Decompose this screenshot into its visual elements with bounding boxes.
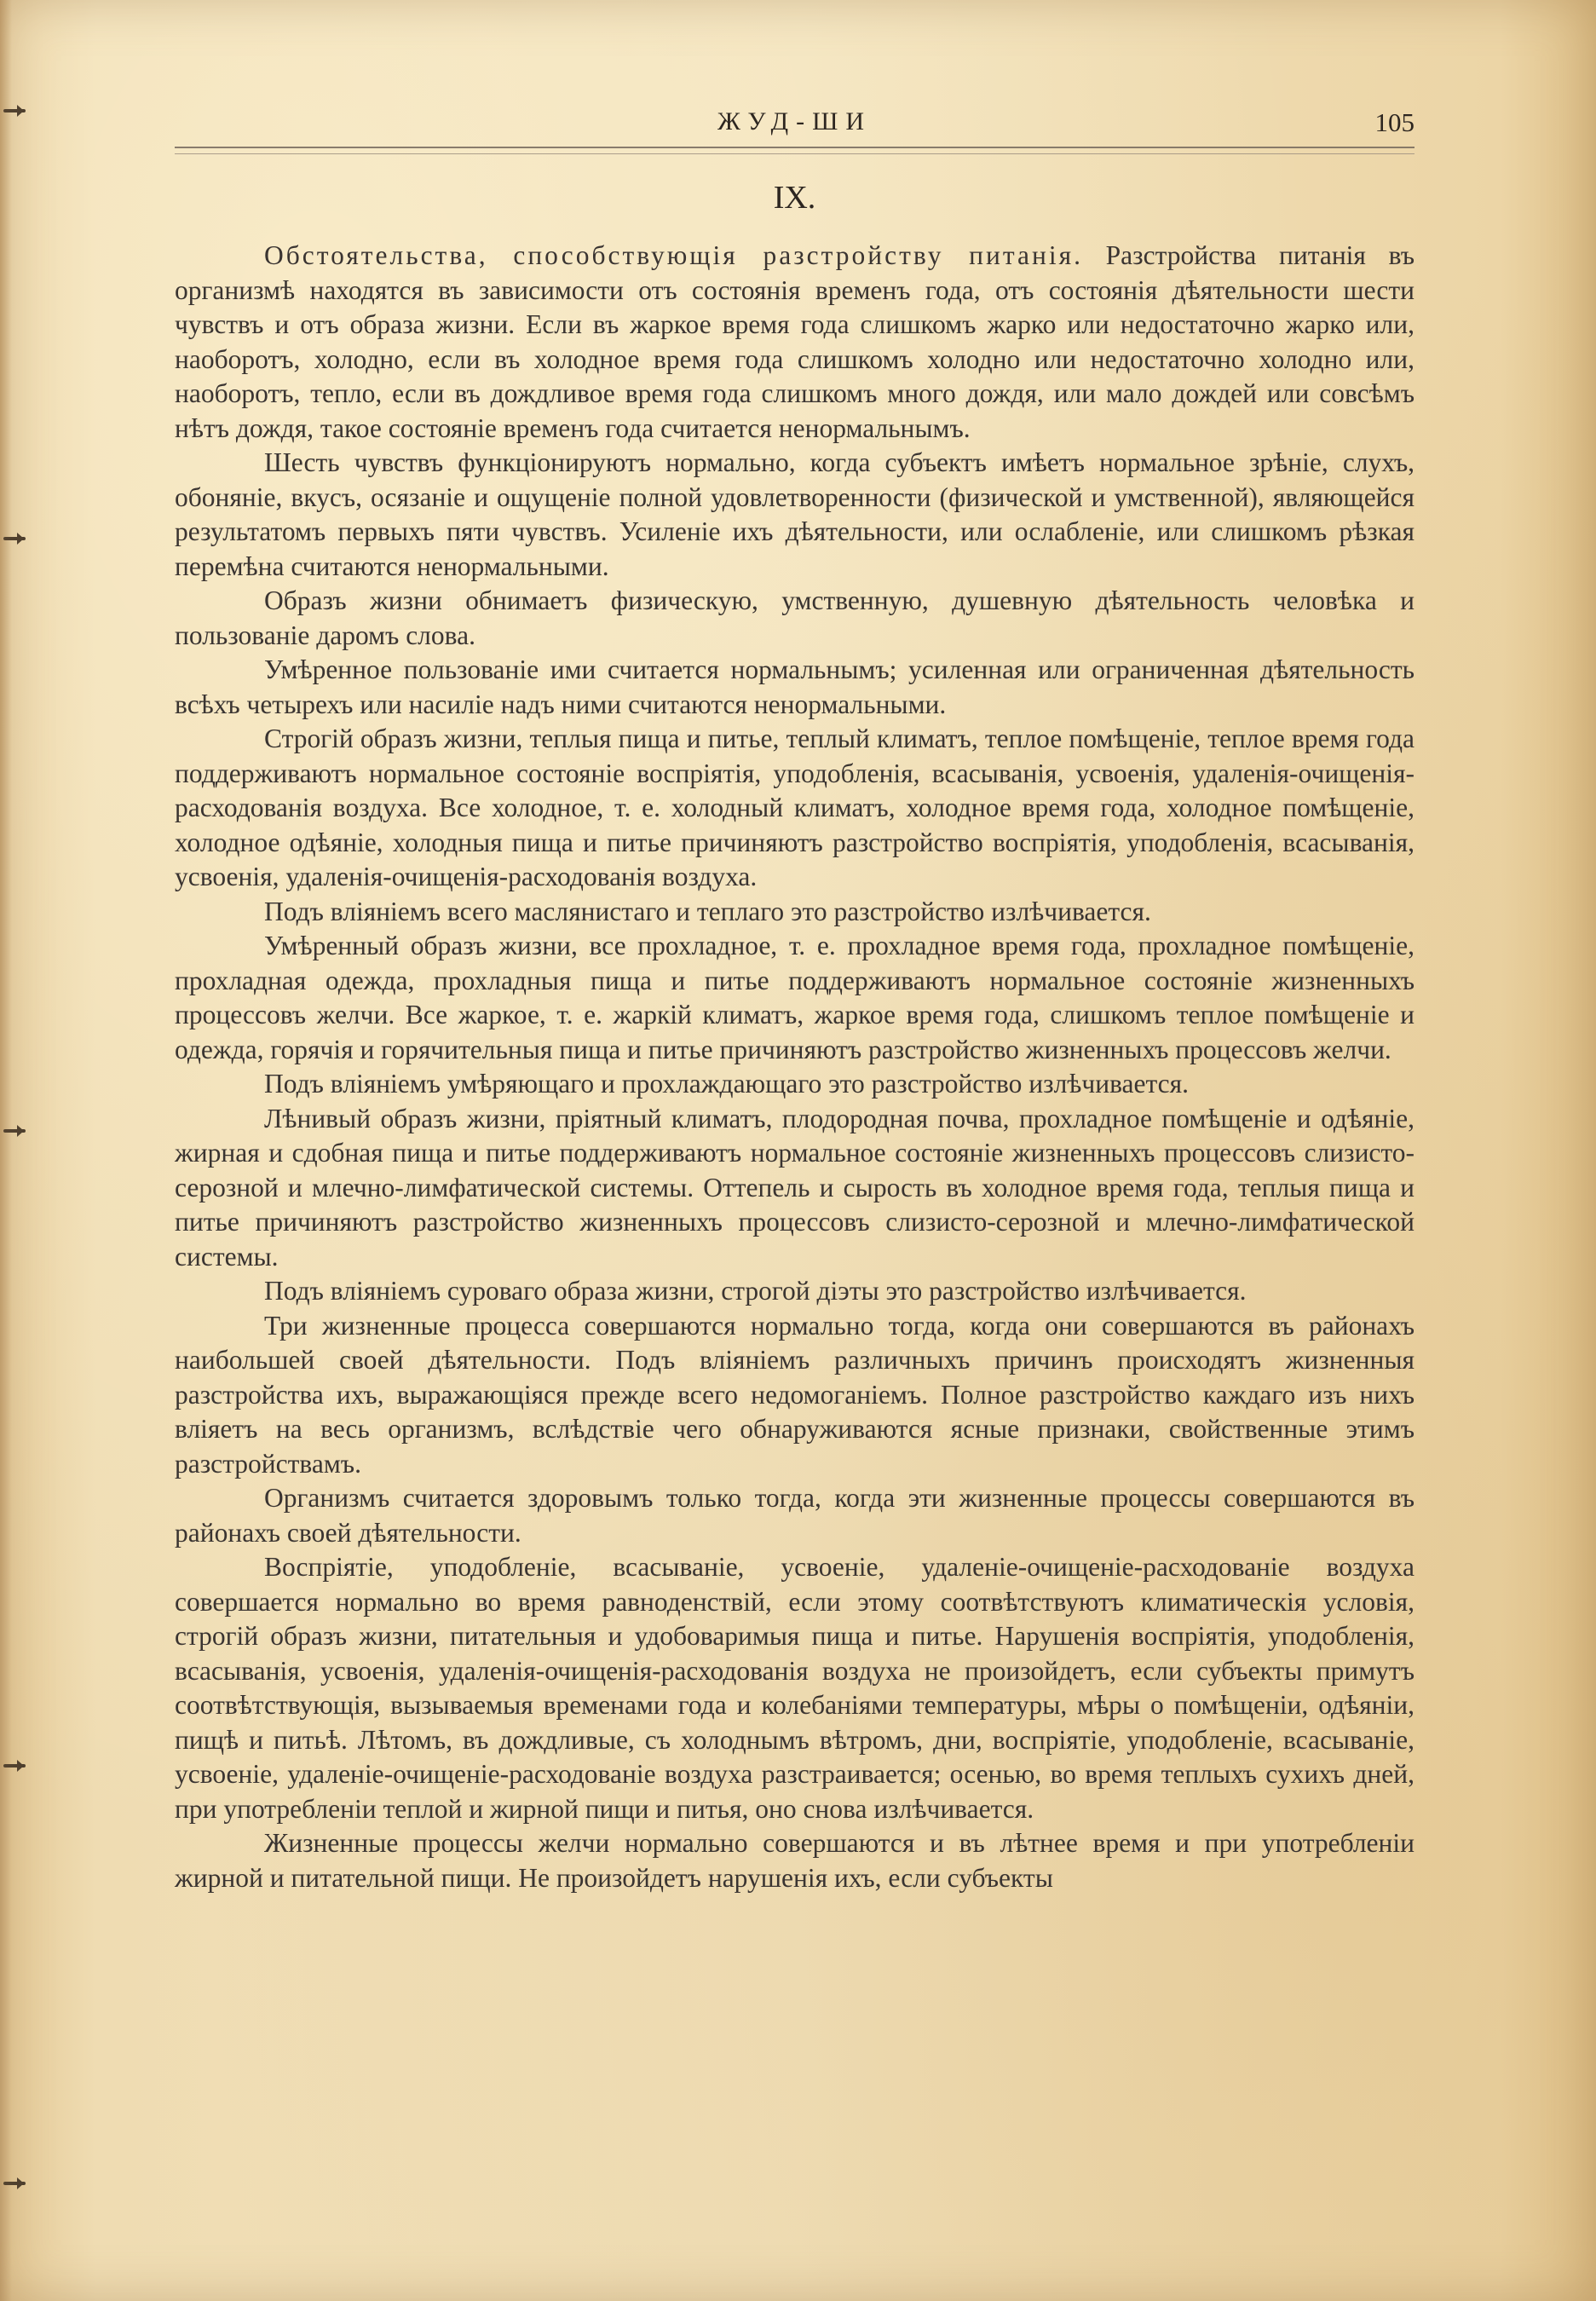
- binding-stitch-icon: [3, 1129, 26, 1133]
- running-title: ЖУД-ШИ: [717, 107, 873, 136]
- binding-stitch-icon: [3, 537, 26, 540]
- binding-stitch-icon: [3, 1764, 26, 1768]
- paragraph: Образъ жизни обнимаетъ физическую, умственную, душевную дѣятельность человѣка и пользованіе даромъ слова.: [175, 585, 1415, 650]
- paragraph: [175, 239, 1415, 446]
- paragraph: Шесть чувствъ функціонируютъ нормально, когда субъектъ имѣетъ нормальное зрѣніе, слухъ, обоняніе, вкусъ, осязаніе и ощущеніе полной удовлетворенности (физической и умственной), являющейся результатомъ первыхъ пяти чувствъ. Усиленіе ихъ дѣятельности, или ослабленіе, или слишкомъ рѣзкая перемѣна считаются ненормальными.: [175, 447, 1415, 581]
- header-rule: [175, 147, 1415, 154]
- paragraph: Воспріятіе, уподобленіе, всасываніе, усвоеніе, удаленіе-очищеніе-расходованіе воздуха совершается нормально во время равноденствій, если этому соотвѣтствуютъ климатическія условія, строгій образъ жизни, питательныя и удобоваримыя пища и питье. Нарушенія воспріятія, уподобленія, всасыванія, усвоенія, удаленія-очищенія-расходованія воздуха не произойдетъ, если субъекты примутъ соотвѣтствующія, вызываемыя временами года и колебаніями температуры, мѣры о помѣщеніи, одѣяніи, пищѣ и питьѣ. Лѣтомъ, въ дождливые, съ холоднымъ вѣтромъ, дни, воспріятіе, уподобленіе, всасываніе, усвоеніе, удаленіе-очищеніе-расходованіе воздуха разстраивается; осенью, во время теплыхъ сухихъ дней, при употребленіи теплой и жирной пищи и питья, оно снова излѣчивается.: [175, 1552, 1415, 1824]
- paragraph: Подъ вліяніемъ суроваго образа жизни, строгой діэты это разстройство излѣчивается.: [264, 1276, 1247, 1306]
- body-text: [175, 239, 1415, 1895]
- paragraph: Подъ вліяніемъ умѣряющаго и прохлаждающаго это разстройство излѣчивается.: [264, 1069, 1190, 1099]
- binding-edge: [0, 0, 12, 2301]
- paragraph: Подъ вліяніемъ всего маслянистаго и теплаго это разстройство излѣчивается.: [264, 896, 1151, 926]
- paragraph: Строгій образъ жизни, теплыя пища и питье, теплый климатъ, теплое помѣщеніе, теплое время года поддерживаютъ нормальное состояніе воспріятія, уподобленія, всасыванія, усвоенія, удаленія-очищенія-расходованія воздуха. Все холодное, т. е. холодный климатъ, холодное время года, холодное помѣщеніе, холодное одѣяніе, холодныя пища и питье причиняютъ разстройство воспріятія, уподобленія, всасыванія, усвоенія, удаленія-очищенія-расходованія воздуха.: [175, 724, 1415, 891]
- binding-stitch-icon: [3, 2182, 26, 2185]
- paragraph: Жизненные процессы желчи нормально совершаются и въ лѣтнее время и при употребленіи жирной и питательной пищи. Не произойдетъ нарушенія ихъ, если субъекты: [175, 1828, 1415, 1893]
- chapter-number: IX.: [773, 180, 816, 216]
- paragraph: Лѣнивый образъ жизни, пріятный климатъ, плодородная почва, прохладное помѣщеніе и одѣяніе, жирная и сдобная пища и питье поддерживаютъ нормальное состояніе жизненныхъ процессовъ слизисто-серозной и млечно-лимфатической системы. Оттепель и сырость въ холодное время года, теплыя пища и питье причиняютъ разстройство жизненныхъ процессовъ слизисто-серозной и млечно-лимфатической системы.: [175, 1103, 1415, 1272]
- paragraph-text: Разстройства питанія въ организмѣ находятся въ зависимости отъ состоянія временъ года, отъ состоянія дѣятельности шести чувствъ и отъ образа жизни. Если въ жаркое время года слишкомъ жарко или недостаточно жарко или, наоборотъ, холодно, если въ холодное время года слишкомъ холодно или недостаточно холодно или, наоборотъ, тепло, если въ дождливое время года слишкомъ много дождя, или мало дождей или совсѣмъ нѣтъ дождя, такое состояніе временъ года считается ненормальнымъ.: [175, 240, 1415, 443]
- page-number: 105: [1374, 107, 1415, 137]
- paragraph: Умѣренное пользованіе ими считается нормальнымъ; усиленная или ограниченная дѣятельность всѣхъ четырехъ или насиліе надъ ними считаются ненормальными.: [175, 655, 1415, 719]
- paragraph: Организмъ считается здоровымъ только тогда, когда эти жизненные процессы совершаются въ районахъ своей дѣятельности.: [175, 1483, 1415, 1548]
- binding-stitch-icon: [3, 109, 26, 112]
- paragraph: Умѣренный образъ жизни, все прохладное, т. е. прохладное время года, прохладное помѣщеніе, прохладная одежда, прохладныя пища и питье поддерживаютъ нормальное состояніе жизненныхъ процессовъ желчи. Все жаркое, т. е. жаркій климатъ, жаркое время года, слишкомъ теплое помѣщеніе и одежда, горячія и горячительныя пища и питье причиняютъ разстройство жизненныхъ процессовъ желчи.: [175, 931, 1415, 1064]
- running-header: [175, 107, 1415, 150]
- paragraph-lead: Обстоятельства, способствующія разстройству питанія.: [264, 240, 1083, 270]
- paragraph: Три жизненные процесса совершаются нормально тогда, когда они совершаются въ районахъ наибольшей своей дѣятельности. Подъ вліяніемъ различныхъ причинъ происходятъ жизненныя разстройства ихъ, выражающіяся прежде всего недомоганіемъ. Полное разстройство каждаго изъ нихъ вліяетъ на весь организмъ, вслѣдствіе чего обнаруживаются ясные признаки, свойственные этимъ разстройствамъ.: [175, 1310, 1415, 1479]
